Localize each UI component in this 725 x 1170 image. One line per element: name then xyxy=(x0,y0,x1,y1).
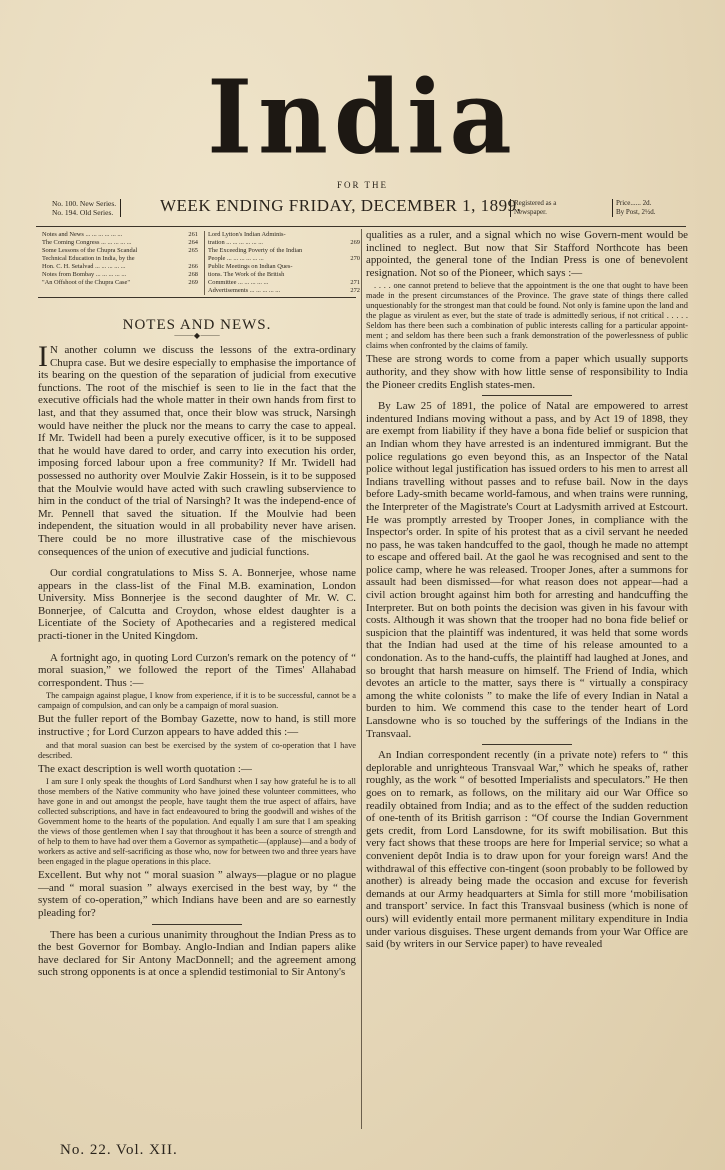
article-paragraph: By Law 25 of 1891, the police of Natal are empowered to arrest indentured Indians moving without a pass, and by Act 19 of 1898, they are exempt from liability if they have a bona fide belief or suspicion that an Indian whom they have arrested is an indentured immigrant. But the police regulations go even beyond this, as an Inspector of the Natal police without legal justification has issued orders to his men to arrest all Indians travelling without passes and to refuse bail. Now in the days before Lady-smith became world-famous, and when trains were running, the Interpreter of the Magistrate's Court at Ladysmith arrived at Estcourt. He was promptly arrested by Trooper Jones, in compliance with the Inspector's order. In spite of his protest that as a civil servant he needed no pass, he was taken handcuffed to the gaol, though he made no attempt to escape and offered bail. At the gaol he was recognised and sent to the police camp, where he was released. Trooper Jones, after a summons for assault had been dismissed—for what reason does not appear—had a civil action brought against him both for arresting and handcuffing the Interpreter. But on both points the decision was given in his favour with costs. Although it was shown that the trooper had no bona fide belief or suspicion that the plaintiff was indentured, it was held that some words that the Indian had used at the time of his release amounted to a condonation. As to the hand-cuffs, the plaintiff had laughed at Jones, and so brought that harsh measure on himself. The Friend of India, which devotes an article to the matter, says there is “ virtually a conspiracy among the white colonists ” to make the life of every Indian in Natal a burden to him. We commend this case to the tender heart of Lord Lansdowne who is so touched by the sufferings of the Indians in the Transvaal. xyxy=(366,400,688,740)
contents-entry xyxy=(208,287,360,295)
quotation: The campaign against plague, I know from experience, if it is to be successful, cannot be a campaign of compulsion, and can only be a campaign of moral suasion. xyxy=(38,691,356,711)
contents-entry xyxy=(208,263,360,271)
contents-entry xyxy=(42,271,198,279)
contents-entry-page: 272 xyxy=(350,287,360,294)
price-note: Price...... 2d. By Post, 2½d. xyxy=(612,199,655,217)
contents-entry-title: tration ... ... ... ... ... ... xyxy=(208,239,264,246)
contents-entry xyxy=(208,271,360,279)
contents-entry xyxy=(208,231,360,239)
contents-entry-title: The Coming Congress ... ... ... ... ... xyxy=(42,239,132,246)
contents-entry-title: "An Offshoot of the Chupra Case" xyxy=(42,279,130,286)
contents-entry-title: Advertisements ... ... ... ... ... xyxy=(208,287,281,294)
contents-entry xyxy=(42,279,198,287)
quotation: I am sure I only speak the thoughts of Lord Sandhurst when I say how grateful he is to all those members of the Native community who have joined these volunteer committees, who have gone in and out amongst the people, have taught them the true aspect of affairs, have collected subscriptions, and have in fact endeavoured to bring the goodwill and wishes of the Government home to the hearts of the population. And equally I am sure that I am speaking the views of those gentlemen when I say that throughout it has been a source of strength and of help to them to have had over them a Governor as sympathetic—(applause)—and a body of workers as active and self-sacrificing as those who, now for between two and three years have been engaged in the plague operations in this place. xyxy=(38,777,356,867)
contents-entry-page xyxy=(358,247,360,255)
contents-entry-title: The Exceeding Poverty of the Indian xyxy=(208,247,303,254)
left-column xyxy=(38,229,360,979)
contents-entry-page: 269 xyxy=(188,279,198,286)
contents-entry xyxy=(42,231,198,239)
heading-ornament: ⸻◆⸻ xyxy=(173,331,221,340)
article-paragraph: An Indian correspondent recently (in a private note) refers to “ this deplorable and unrighteous Transvaal War,” which he speaks of, rather roughly, as the work “ of besotted Imperialists and speculators.” He then goes on to remark, as follows, on the military aid our War Office so readily obtained from India; and as to the effect of the sudden reduction of one-tenth of its British garrison : “Of course the Indian Government gets credit, from Lord Lansdowne, for its swift mobilisation. But this very fact shows that these troops are here for Imperial service; so what a convenient depôt India is to draw upon for your foreign wars! And the withdrawal of this effective con-tingent (soon probably to be followed by another) is already being made the occasion and excuse for feverish demands at our Army headquarters at Simla for still more ‘mobilisation and transport’ service. In fact this Transvaal business (which is none of ours) will evidently entail more permanent military expenditure in India under various disguises. These urgent demands from your War Office are said (by writers in our Service paper) to have revealed xyxy=(366,749,688,951)
contents-right xyxy=(204,231,360,295)
contents-entry xyxy=(42,255,198,263)
newspaper-title: India xyxy=(207,58,518,177)
contents-entry-page xyxy=(196,255,198,263)
masthead-rule xyxy=(36,226,686,227)
contents-entry xyxy=(208,279,360,287)
contents-entry-title: Some Lessons of the Chupra Scandal xyxy=(42,247,138,254)
contents-entry-title: People ... ... ... ... ... ... xyxy=(208,255,264,262)
volume-footer: No. 22. Vol. XII. xyxy=(60,1142,178,1158)
masthead xyxy=(0,58,725,177)
article-paragraph: Our cordial congratulations to Miss S. A. Bonnerjee, whose name appears in the class-list of the Final M.B. examination, London University. Miss Bonnerjee is the second daughter of Mr. W. C. Bonnerjee, of Calcutta and Croydon, whose eldest daughter is a Licentiate of the Society of Apothecaries and a registered medical practi-tioner in the United Kingdom. xyxy=(38,567,356,643)
contents-left xyxy=(42,231,198,287)
quotation: . . . . one cannot pretend to believe that the appointment is the one that ought to have been made in the present circumstances of the Province. The grave state of things there called unquestionably for the strongest man that could be found. Not only is famine upon the land and the plague as virulent as ever, but the state of trade is admittedly serious, if not critical . . . . . Seldom has there been such a combination of public interests calling for a particular appoint-ment ; and seldom has there been such a frank demonstration of the powerlessness of public claims when confronted by the claims of family. xyxy=(366,281,688,351)
contents-rule xyxy=(38,297,356,298)
contents-entry xyxy=(208,255,360,263)
table-of-contents xyxy=(38,229,360,295)
contents-entry-title: Public Meetings on Indian Ques- xyxy=(208,263,293,270)
contents-entry-page: 264 xyxy=(188,239,198,246)
contents-entry-page: 270 xyxy=(350,255,360,262)
contents-entry-page: 271 xyxy=(350,279,360,286)
article-paragraph: Excellent. But why not “ moral suasion ” always—plague or no plague—and “ moral suasion ” always exercised in the best way, by “ the system of co-operation,” which Indians have been and are so earnestly pleading for? xyxy=(38,869,356,919)
contents-entry-page: 268 xyxy=(188,271,198,278)
for-the-label: FOR THE xyxy=(336,180,389,190)
contents-entry-page: 261 xyxy=(188,231,198,238)
article-paragraph: I N another column we discuss the lessons of the extra-ordinary Chupra case. But we desire especially to emphasise the importance of its bearing on the question of the separation of judicial from executive functions. The root of the mischief is seen to lie in the fact that the executive officials had the whole matter in their own hands from first to last, and that they assumed that, once their blow was struck, Narsingh would have neither the pluck nor the means to carry the case to appeal. If Mr. Twidell had been a purely executive officer, is it to be supposed that he would have dared to order, and carry into execution his order, imposing forced labour upon a free community? If Mr. Twidell had possessed no authority over Moulvie Zakir Hossein, is it to be supposed that the Moulvie would have acted with such crawling subservience to him in the conduct of the trial of Narsingh? It was the independ-ence of Mr. Pennell that saved the situation. If the Moulvie had been independent, the situation would in all probability never have arisen. There could be no more illustrative case of the mischievous consequences of the union of executive and judicial functions. xyxy=(38,340,356,558)
quotation: and that moral suasion can best be exercised by the system of co-operation that I have described. xyxy=(38,740,356,760)
article-paragraph: qualities as a ruler, and a signal which no wise Govern-ment would be inclined to neglect. But now that Sir Stafford Northcote has been appointed, the general tone of the Indian Press is one of benevolent resignation. Not so of the Pioneer, which says :— xyxy=(366,229,688,279)
contents-entry xyxy=(42,247,198,255)
registered-note: Registered as a Newspaper. xyxy=(510,199,556,217)
issue-line xyxy=(52,196,692,224)
contents-entry-title: Technical Education in India, by the xyxy=(42,255,135,262)
contents-entry-title: Notes and News ... ... ... ... ... ... xyxy=(42,231,123,238)
paragraph-rule xyxy=(482,744,572,745)
contents-entry-page xyxy=(358,231,360,239)
contents-entry xyxy=(42,263,198,271)
contents-entry xyxy=(208,247,360,255)
paragraph-rule xyxy=(152,924,242,925)
section-heading: NOTES AND NEWS. xyxy=(122,317,272,333)
contents-entry-title: Notes from Bombay ... ... ... ... ... xyxy=(42,271,127,278)
article-paragraph: These are strong words to come from a paper which usually supports authority, and they show with how little sense of responsibility to India the Pioneer credits English states-men. xyxy=(366,353,688,391)
contents-entry-page xyxy=(358,263,360,271)
paragraph-rule xyxy=(482,395,572,396)
article-paragraph: The exact description is well worth quotation :— xyxy=(38,762,252,775)
contents-entry-title: tions. The Work of the British xyxy=(208,271,285,278)
contents-entry-title: Hon. C. H. Setalvad ... ... ... ... ... xyxy=(42,263,126,270)
contents-entry-title: Lord Lytton's Indian Adminis- xyxy=(208,231,286,238)
contents-entry-title: Committee ... ... ... ... ... xyxy=(208,279,269,286)
week-ending-date: WEEK ENDING FRIDAY, DECEMBER 1, 1899. xyxy=(160,196,522,215)
series-numbers: No. 100. New Series. No. 194. Old Series. xyxy=(52,199,121,217)
contents-entry-page: 269 xyxy=(350,239,360,246)
article-paragraph: But the fuller report of the Bombay Gazette, now to hand, is still more instructive ; for Lord Curzon appears to have added this :— xyxy=(38,713,356,739)
column-divider xyxy=(361,229,362,1129)
contents-entry xyxy=(208,239,360,247)
drop-cap: I xyxy=(38,340,48,373)
contents-entry xyxy=(42,239,198,247)
contents-entry-page: 266 xyxy=(188,263,198,270)
article-paragraph: There has been a curious unanimity throughout the Indian Press as to the best Governor for Bombay. Anglo-Indian and Indian papers alike have declared for Sir Antony MacDonnell; and the agreement among such strong opponents is at once a splendid testimonial to Sir Antony's xyxy=(38,928,356,979)
right-column xyxy=(366,229,688,951)
contents-entry-page: 265 xyxy=(188,247,198,254)
article-paragraph: A fortnight ago, in quoting Lord Curzon's remark on the potency of “ moral suasion,” we followed the report of the Times' Allahabad correspondent. Thus :— xyxy=(38,651,356,689)
contents-entry-page xyxy=(358,271,360,279)
